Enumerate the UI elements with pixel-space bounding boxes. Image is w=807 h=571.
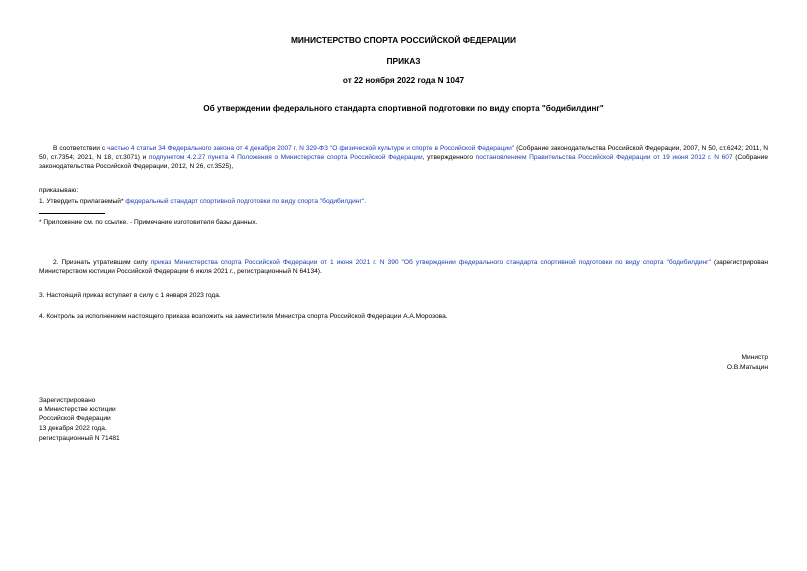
order-item-3: 3. Настоящий приказ вступает в силу с 1 января 2023 года. <box>39 292 221 299</box>
item2-text-2: (зарегистрирован Министерством юстиции Российской Федерации 6 июля 2021 г., регистрационный N 64134). <box>39 259 768 275</box>
item1-text-2: . <box>364 198 367 205</box>
order-date-number: от 22 ноября 2022 года N 1047 <box>342 76 465 85</box>
intro-text-2: (Собрание законодательства Российской Федерации, 2007, N 50, ст.6242; 2011, N 50, ст.7354; 2021, N 18, ст.3071) и <box>39 145 768 161</box>
regulation-subparagraph-link[interactable]: подпунктом 4.2.27 пункта 4 Положения о Министерстве спорта Российской Федерации <box>148 154 423 161</box>
intro-paragraph <box>39 144 768 171</box>
law-329-fz-link[interactable]: частью 4 статьи 34 Федерального закона от 4 декабря 2007 г. N 329-ФЗ "О физической культуре и спорте в Российской Федерации" <box>107 145 515 152</box>
intro-text-3: , утвержденного <box>422 154 476 161</box>
order-item-4: 4. Контроль за исполнением настоящего приказа возложить на заместителя Министра спорта Российской Федерации А.А.Морозова. <box>39 313 448 320</box>
federal-standard-link[interactable]: федеральный стандарт спортивной подготовки по виду спорта "бодибилдинг" <box>125 198 365 205</box>
registration-line-5: регистрационный N 71481 <box>39 435 120 442</box>
order-item-2 <box>39 258 768 276</box>
intro-text-4: (Собрание законодательства Российской Федерации, 2012, N 26, ст.3525), <box>39 154 768 170</box>
registration-line-1: Зарегистрировано <box>39 397 96 404</box>
item2-text-1: 2. Признать утратившим силу <box>53 259 151 266</box>
registration-line-3: Российской Федерации <box>39 415 111 422</box>
order-item-1 <box>39 197 366 206</box>
government-decree-607-link[interactable]: постановлением Правительства Российской Федерации от 19 июня 2012 г. N 607 <box>475 154 733 161</box>
order-word: приказываю: <box>39 187 79 194</box>
intro-text-1: В соответствии с <box>53 145 108 152</box>
order-type: ПРИКАЗ <box>386 56 421 66</box>
order-subject: Об утверждении федерального стандарта спортивной подготовки по виду спорта "бодибилдинг" <box>203 104 604 113</box>
registration-line-4: 13 декабря 2022 года, <box>39 425 107 432</box>
footnote-divider <box>39 213 105 214</box>
registration-line-2: в Министерстве юстиции <box>39 406 116 413</box>
order-390-link[interactable]: приказ Министерства спорта Российской Федерации от 1 июня 2021 г. N 390 "Об утверждении федерального стандарта спортивной подготовки по виду спорта "бодибилдинг" <box>150 259 711 266</box>
ministry-title: МИНИСТЕРСТВО СПОРТА РОССИЙСКОЙ ФЕДЕРАЦИИ <box>290 35 517 45</box>
signatory-name: О.В.Матыцин <box>726 364 768 371</box>
item1-text-1: 1. Утвердить прилагаемый* <box>39 198 126 205</box>
signatory-role: Министр <box>741 354 768 361</box>
footnote: * Приложение см. по ссылке. - Примечание изготовителя базы данных. <box>39 219 258 226</box>
